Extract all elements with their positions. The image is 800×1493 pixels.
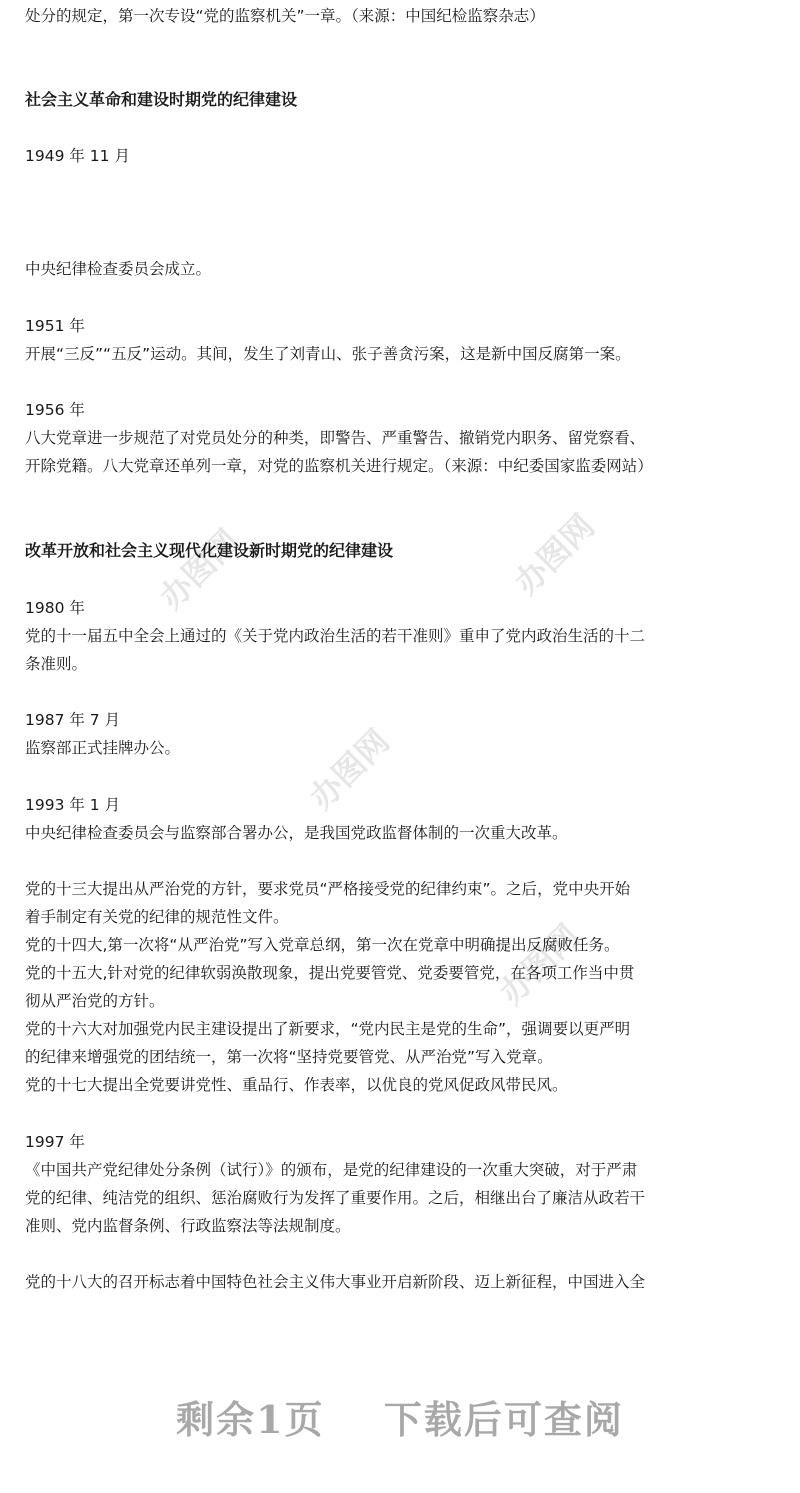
watermark: 办图网 bbox=[152, 522, 247, 617]
paragraph-line: 处分的规定，第一次专设“党的监察机关”一章。（来源：中国纪检监察杂志） bbox=[25, 7, 545, 25]
paragraph-line: 中央纪律检查委员会与监察部合署办公，是我国党政监督体制的一次重大改革。 bbox=[25, 824, 568, 842]
paragraph-line: 《中国共产党纪律处分条例（试行）》的颁布，是党的纪律建设的一次重大突破，对于严肃 bbox=[25, 1161, 638, 1179]
paragraph-line: 党的十五大,针对党的纪律软弱涣散现象，提出党要管党、党委要管党，在各项工作当中贯 bbox=[25, 964, 635, 982]
paragraph-line: 监察部正式挂牌办公。 bbox=[25, 739, 181, 757]
paragraph-line: 党的十七大提出全党要讲党性、重品行、作表率，以优良的党风促政风带民风。 bbox=[25, 1076, 568, 1094]
paragraph-line: 中央纪律检查委员会成立。 bbox=[25, 260, 212, 278]
date-line: 1993 年 1 月 bbox=[25, 796, 121, 814]
paragraph-line: 八大党章进一步规范了对党员处分的种类，即警告、严重警告、撤销党内职务、留党察看、 bbox=[25, 429, 646, 447]
paragraph-line: 党的十三大提出从严治党的方针，要求党员“严格接受党的纪律约束”。之后，党中央开始 bbox=[25, 880, 631, 898]
watermark: 办图网 bbox=[302, 722, 397, 817]
paragraph-line: 党的十六大对加强党内民主建设提出了新要求，“党内民主是党的生命”，强调要以更严明 bbox=[25, 1020, 631, 1038]
paragraph-line: 党的纪律、纯洁党的组织、惩治腐败行为发挥了重要作用。之后，相继出台了廉洁从政若干 bbox=[25, 1189, 646, 1207]
date-line: 1951 年 bbox=[25, 317, 85, 335]
paragraph-line: 党的十四大,第一次将“从严治党”写入党章总纲，第一次在党章中明确提出反腐败任务。 bbox=[25, 936, 620, 954]
date-line: 1997 年 bbox=[25, 1133, 85, 1151]
date-line: 1949 年 11 月 bbox=[25, 147, 130, 165]
download-to-view-label[interactable]: 下载后可查阅 bbox=[383, 1397, 624, 1442]
paragraph-line: 彻从严治党的方针。 bbox=[25, 992, 165, 1010]
date-line: 1980 年 bbox=[25, 599, 85, 617]
section-heading: 社会主义革命和建设时期党的纪律建设 bbox=[25, 90, 298, 109]
section-heading: 改革开放和社会主义现代化建设新时期党的纪律建设 bbox=[25, 541, 394, 560]
paragraph-line: 着手制定有关党的纪律的规范性文件。 bbox=[25, 908, 289, 926]
paragraph-line: 条准则。 bbox=[25, 655, 88, 673]
watermark: 办图网 bbox=[507, 507, 602, 602]
date-line: 1987 年 7 月 bbox=[25, 711, 121, 729]
paragraph-line: 的纪律来增强党的团结统一，第一次将“坚持党要管党、从严治党”写入党章。 bbox=[25, 1048, 553, 1066]
download-banner[interactable] bbox=[0, 1390, 800, 1450]
paragraph-line: 党的十一届五中全会上通过的《关于党内政治生活的若干准则》重申了党内政治生活的十二 bbox=[25, 627, 646, 645]
paragraph-line: 开除党籍。八大党章还单列一章，对党的监察机关进行规定。（来源：中纪委国家监委网站） bbox=[25, 457, 653, 475]
paragraph-line: 开展“三反”“五反”运动。其间，发生了刘青山、张子善贪污案，这是新中国反腐第一案。 bbox=[25, 345, 631, 363]
date-line: 1956 年 bbox=[25, 401, 85, 419]
paragraph-line: 准则、党内监督条例、行政监察法等法规制度。 bbox=[25, 1217, 351, 1235]
remaining-pages-label: 剩余1页 bbox=[176, 1397, 325, 1442]
paragraph-line: 党的十八大的召开标志着中国特色社会主义伟大事业开启新阶段、迈上新征程，中国进入全 bbox=[25, 1273, 646, 1291]
watermark: 办图网 bbox=[492, 917, 587, 1012]
